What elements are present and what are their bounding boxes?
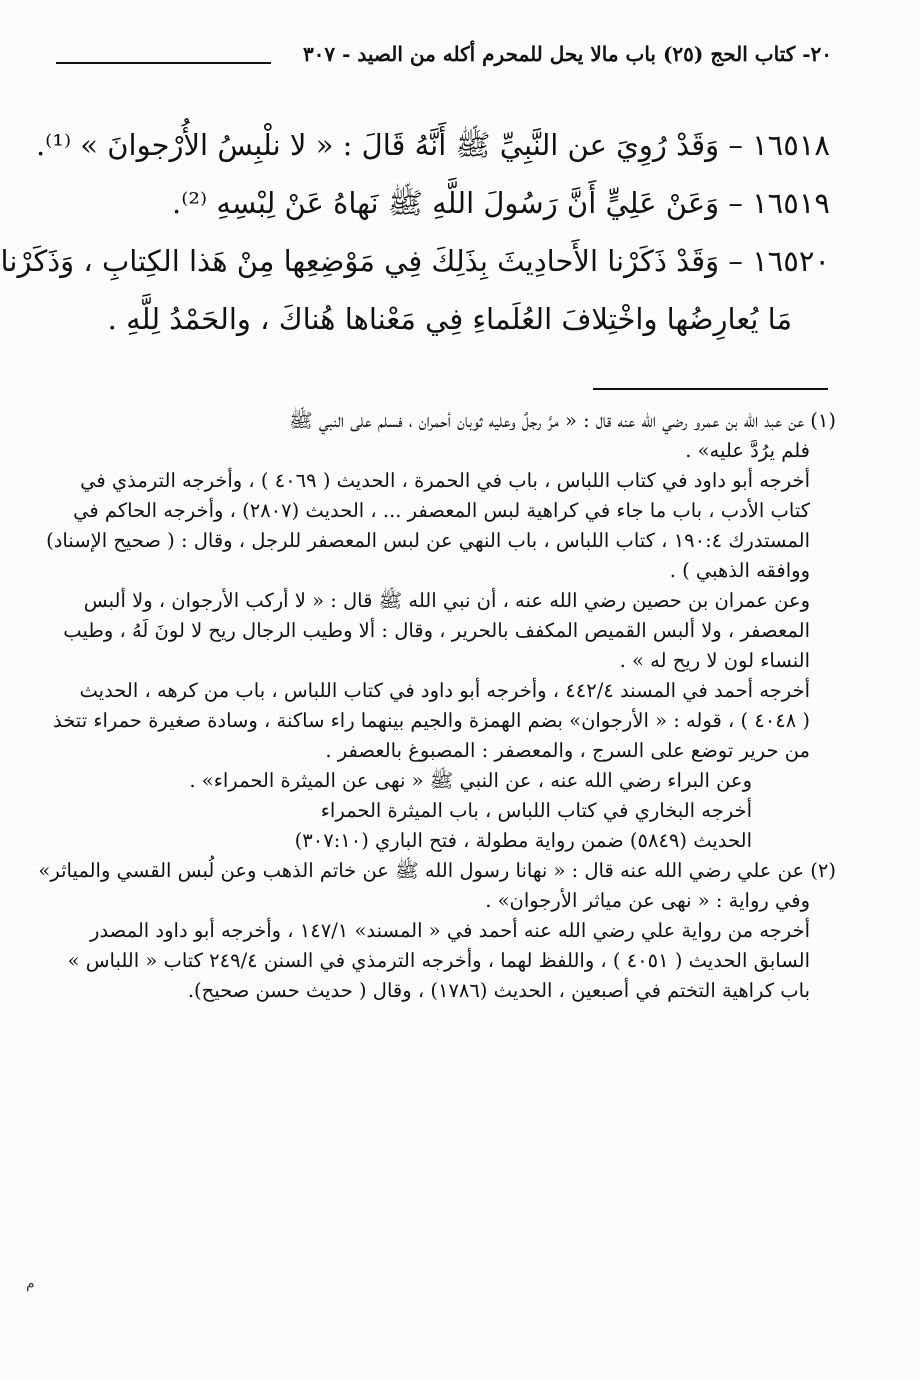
hadith-16518: ١٦٥١٨ – وَقَدْ رُوِيَ عن النَّبِيِّ ﷺ أَنَّهُ قَالَ : « لا نلْبِسُ الأُرْجوانَ » ⁽¹⁾. (35, 128, 830, 162)
footnote-line: فلم يرُدَّ عليه» . (685, 439, 810, 462)
header-rule (56, 62, 271, 64)
footnote-line: المعصفر ، ولا ألبس القميص المكفف بالحرير ، وقال : ألا وطيب الرجال ريح لا لونَ لَهُ ، وطيب (63, 619, 810, 642)
footnote-1-start: (١) عن عبد الله بن عمرو رضي الله عنه قال : « مرَّ رجلٌ وعليه ثوبان أحمران ، فسلم على النبي ﷺ (289, 409, 836, 432)
footnote-line: وعن البراء رضي الله عنه ، عن النبي ﷺ « نهى عن الميثرة الحمراء» . (189, 769, 752, 792)
footnote-divider (593, 388, 828, 390)
footnote-line: أخرجه البخاري في كتاب اللباس ، باب الميثرة الحمراء (320, 799, 752, 822)
footnote-2-start: (٢) عن علي رضي الله عنه قال : « نهانا رسول الله ﷺ عن خاتم الذهب وعن لُبس القسي والمياثر» (38, 859, 836, 882)
hadith-16519: ١٦٥١٩ – وَعَنْ عَلِيٍّ أَنَّ رَسُولَ اللَّهِ ﷺ نَهاهُ عَنْ لِبْسِهِ ⁽²⁾. (172, 186, 830, 220)
margin-mark: م (26, 1276, 35, 1292)
hadith-16520: ١٦٥٢٠ – وَقَدْ ذَكَرْنا الأَحادِيثَ بِذَلِكَ فِي مَوْضِعِها مِنْ هَذا الكِتابِ ، وَذَكَرْنا (0, 244, 830, 278)
hadith-16520-continuation: مَا يُعارِضُها واخْتِلافَ العُلَماءِ فِي مَعْناها هُناكَ ، والحَمْدُ لِلَّهِ . (107, 302, 792, 336)
footnote-line: وعن عمران بن حصين رضي الله عنه ، أن نبي الله ﷺ قال : « لا أركب الأرجوان ، ولا ألبس (83, 589, 810, 612)
footnote-line: كتاب الأدب ، باب ما جاء في كراهية لبس المعصفر ... ، الحديث (٢٨٠٧) ، وأخرجه الحاكم في (73, 499, 810, 522)
footnote-line: ( ٤٠٤٨ ) ، قوله : « الأرجوان» بضم الهمزة والجيم بينهما راء ساكنة ، وسادة صغيرة حمراء تتخذ (52, 709, 810, 732)
running-header (56, 40, 832, 80)
main-text (0, 124, 830, 358)
footnote-line: أخرجه من رواية علي رضي الله عنه أحمد في « المسند» ١٤٧/١ ، وأخرجه أبو داود المصدر (90, 919, 810, 942)
footnote-line: ووافقه الذهبي ) . (669, 559, 810, 582)
footnote-line: باب كراهية التختم في أصبعين ، الحديث (١٧٨٦) ، وقال ( حديث حسن صحيح). (187, 979, 810, 1002)
footnotes (36, 408, 836, 1008)
footnote-line: وفي رواية : « نهى عن مياثر الأرجوان» . (485, 889, 810, 912)
footnote-line: أخرجه أبو داود في كتاب اللباس ، باب في الحمرة ، الحديث ( ٤٠٦٩ ) ، وأخرجه الترمذي في (80, 469, 810, 492)
footnote-line: الحديث (٥٨٤٩) ضمن رواية مطولة ، فتح الباري (٣٠٧:١٠) (294, 829, 752, 852)
footnote-line: السابق الحديث ( ٤٠٥١ ) ، واللفظ لهما ، وأخرجه الترمذي في السنن ٢٤٩/٤ كتاب « اللباس » (67, 949, 810, 972)
footnote-line: النساء لون لا ريح له » . (619, 649, 810, 672)
header-title: ٢٠- كتاب الحج (٢٥) باب مالا يحل للمحرم أكله من الصيد - ٣٠٧ (302, 42, 832, 66)
footnote-line: أخرجه أحمد في المسند ٤٤٢/٤ ، وأخرجه أبو داود في كتاب اللباس ، باب من كرهه ، الحديث (79, 679, 810, 702)
footnote-line: من حرير توضع على السرج ، والمعصفر : المصبوغ بالعصفر . (325, 739, 810, 762)
footnote-line: المستدرك ١٩٠:٤ ، كتاب اللباس ، باب النهي عن لبس المعصفر للرجل ، وقال : ( صحيح الإسناد) (46, 529, 810, 552)
